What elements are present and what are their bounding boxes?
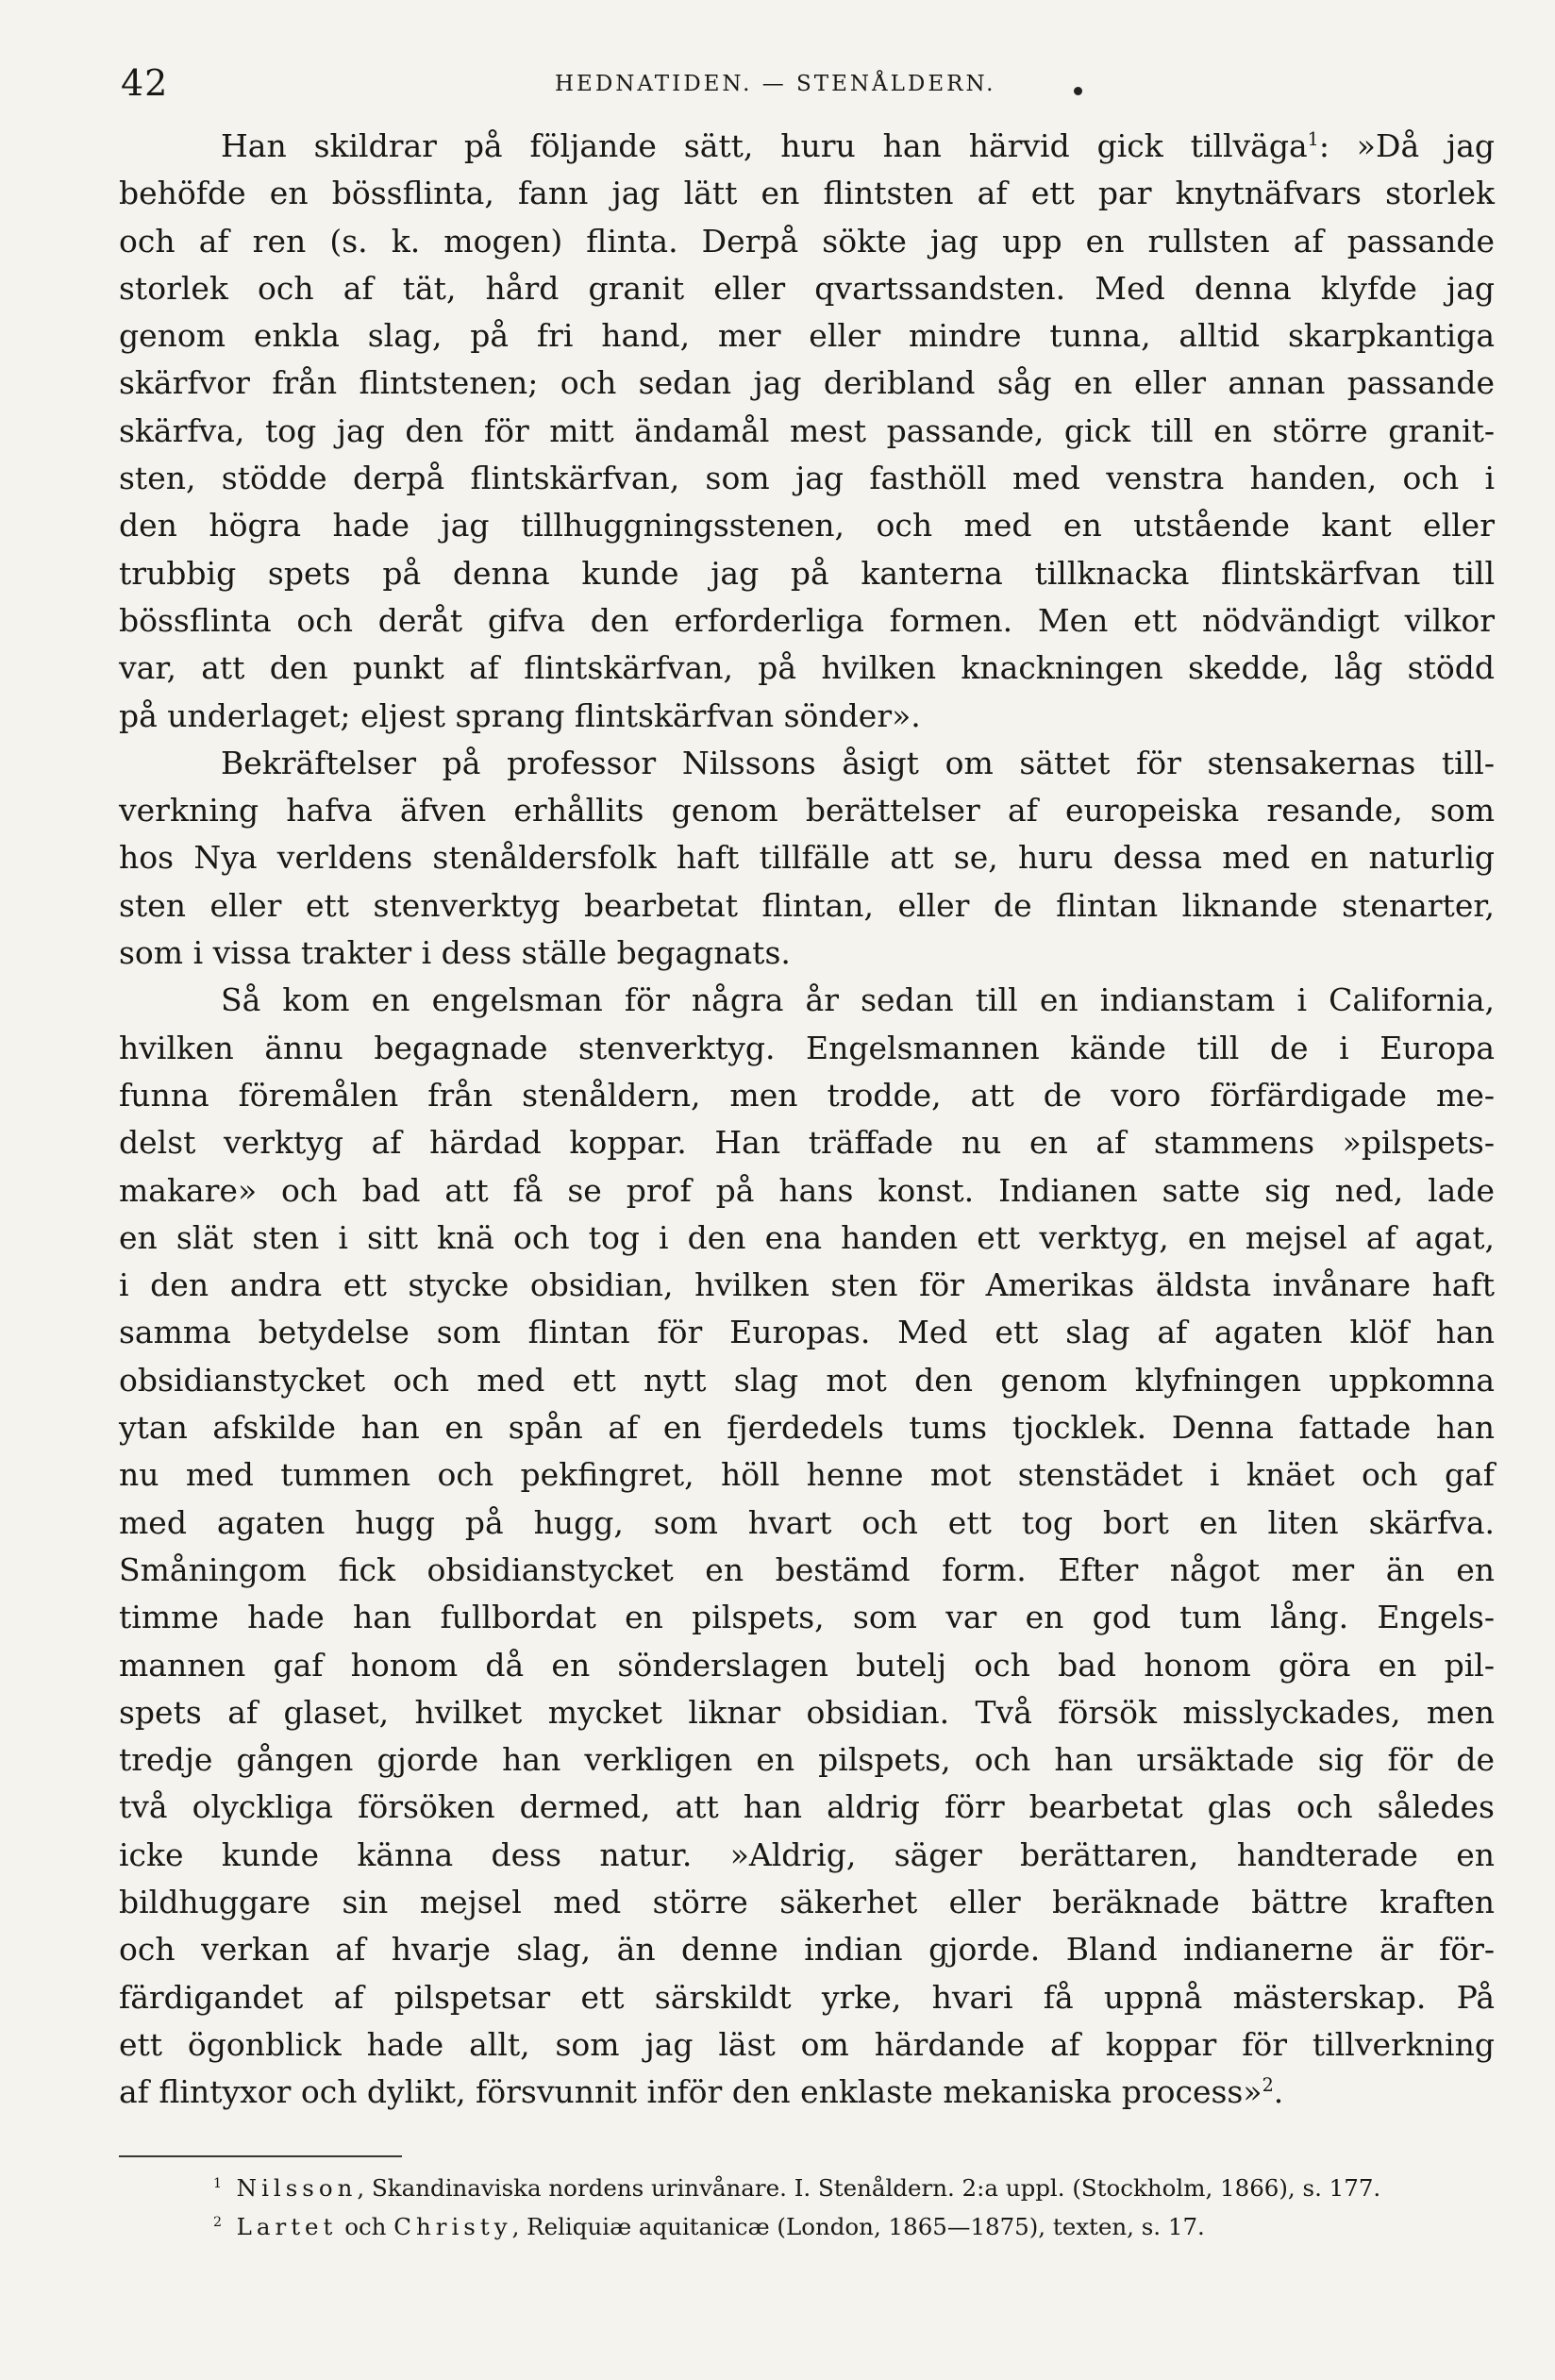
text-line: skärfva, tog jag den för mitt ändamål mest passande, gick till en större granit- <box>119 411 1495 449</box>
footnote-ref-2[interactable]: 2 <box>1262 2074 1274 2097</box>
text-line: mannen gaf honom då en sönderslagen butelj och bad honom göra en pil- <box>119 1646 1495 1684</box>
footnote-mark: 2 <box>213 2215 223 2231</box>
footnote-author: Lartet <box>236 2213 338 2240</box>
text-line: och af ren (s. k. mogen) flinta. Derpå sökte jag upp en rullsten af passande <box>119 222 1495 260</box>
running-head: HEDNATIDEN. — STENÅLDERN. <box>555 72 996 96</box>
text-line: med agaten hugg på hugg, som hvart och ett tog bort en liten skärfva. <box>119 1503 1495 1541</box>
text-line: var, att den punkt af flintskärfvan, på hvilken knackningen skedde, låg stödd <box>119 649 1495 687</box>
footnotes <box>119 2169 1495 2246</box>
page-header <box>121 62 1494 109</box>
footnote-text: , Skandinaviska nordens urinvånare. I. Stenåldern. 2:a uppl. (Stockholm, 1866), s. 177. <box>357 2174 1381 2202</box>
text-line: sten, stödde derpå flintskärfvan, som jag fasthöll med venstra handen, och i <box>119 460 1495 497</box>
footnote-2 <box>119 2207 1495 2246</box>
footnote-mark: 1 <box>213 2176 223 2192</box>
text-line: funna föremålen från stenåldern, men trodde, att de voro förfärdigade me- <box>119 1076 1495 1114</box>
text-line: på underlaget; eljest sprang flintskärfvan sönder». <box>119 696 921 734</box>
text-line: Så kom en engelsman för några år sedan till en indianstam i California, <box>221 981 1495 1019</box>
text-line: icke kunde känna dess natur. »Aldrig, säger berättaren, handterade en <box>119 1835 1495 1873</box>
text-line: ett ögonblick hade allt, som jag läst om härdande af koppar för tillverkning <box>119 2025 1495 2063</box>
footnote-text: , Reliquiæ aquitanicæ (London, 1865—1875), texten, s. 17. <box>511 2213 1205 2240</box>
text-line: bössflinta och deråt gifva den erforderliga formen. Men ett nödvändigt vilkor <box>119 601 1495 639</box>
text-line: Småningom fick obsidianstycket en bestämd form. Efter något mer än en <box>119 1550 1495 1588</box>
text-line: nu med tummen och pekfingret, höll henne mot stenstädet i knäet och gaf <box>119 1456 1495 1494</box>
text-line: tredje gången gjorde han verkligen en pilspets, och han ursäktade sig för de <box>119 1741 1495 1779</box>
text-line: hvilken ännu begagnade stenverktyg. Engelsmannen kände till de i Europa <box>119 1029 1495 1066</box>
text-line: två olyckliga försöken dermed, att han aldrig förr bearbetat glas och således <box>119 1788 1495 1826</box>
footnote-1 <box>119 2169 1495 2207</box>
text-line: samma betydelse som flintan för Europas. Med ett slag af agaten klöf han <box>119 1314 1495 1351</box>
footnote-author: Nilsson <box>236 2174 358 2202</box>
ink-spot <box>1074 87 1082 95</box>
text-line: skärfvor från flintstenen; och sedan jag deribland såg en eller annan passande <box>119 364 1495 402</box>
text-line: den högra hade jag tillhuggningsstenen, och med en utstående kant eller <box>119 507 1495 545</box>
body-text <box>119 123 1495 2116</box>
text-line: färdigandet af pilspetsar ett särskildt yrke, hvari få uppnå mästerskap. På <box>119 1978 1495 2016</box>
text-line: som i vissa trakter i dess ställe begagnats. <box>119 934 791 972</box>
text-line: verkning hafva äfven erhållits genom berättelser af europeiska resande, som <box>119 792 1495 830</box>
text-line: hos Nya verldens stenåldersfolk haft tillfälle att se, huru dessa med en naturlig <box>119 839 1495 877</box>
text-line: ytan afskilde han en spån af en fjerdedels tums tjocklek. Denna fattade han <box>119 1409 1495 1447</box>
text-line: timme hade han fullbordat en pilspets, som var en god tum lång. Engels- <box>119 1599 1495 1636</box>
text-line: sten eller ett stenverktyg bearbetat flintan, eller de flintan liknande stenarter, <box>119 886 1495 924</box>
text-line-1: Han skildrar på följande sätt, huru han härvid gick tillväga$^1$: »Då jag <box>221 127 1496 164</box>
text-line: Bekräftelser på professor Nilssons åsigt om sättet för stensakernas till- <box>221 744 1495 781</box>
text-line: genom enkla slag, på fri hand, mer eller mindre tunna, alltid skarpkantiga <box>119 317 1495 355</box>
footnote-connector: och <box>337 2213 394 2240</box>
text-line: makare» och bad att få se prof på hans konst. Indianen satte sig ned, lade <box>119 1171 1495 1209</box>
text-line: delst verktyg af härdad koppar. Han träffade nu en af stammens »pilspets- <box>119 1124 1495 1162</box>
footnote-ref-1[interactable]: 1 <box>1307 128 1319 151</box>
text-line: en slät sten i sitt knä och tog i den ena handen ett verktyg, en mejsel af agat, <box>119 1218 1495 1256</box>
footnote-author: Christy <box>393 2213 512 2240</box>
text-line: spets af glaset, hvilket mycket liknar obsidian. Två försök misslyckades, men <box>119 1693 1495 1731</box>
text-line: trubbig spets på denna kunde jag på kanterna tillknacka flintskärfvan till <box>119 554 1495 592</box>
text-line: behöfde en bössflinta, fann jag lätt en flintsten af ett par knytnäfvars storlek <box>119 175 1495 212</box>
text-line: obsidianstycket och med ett nytt slag mot den genom klyfningen uppkomna <box>119 1361 1495 1399</box>
text-line: bildhuggare sin mejsel med större säkerhet eller beräknade bättre kraften <box>119 1883 1495 1920</box>
text-line: i den andra ett stycke obsidian, hvilken sten för Amerikas äldsta invånare haft <box>119 1266 1495 1304</box>
text-line: storlek och af tät, hård granit eller qvartssandsten. Med denna klyfde jag <box>119 269 1495 307</box>
text-line: och verkan af hvarje slag, än denne indian gjorde. Bland indianerne är för- <box>119 1931 1495 1969</box>
text-line-last: af flintyxor och dylikt, försvunnit inför den enklaste mekaniska process»$^2$. <box>119 2073 1284 2111</box>
page-number: 42 <box>121 62 169 104</box>
footnote-rule <box>119 2155 402 2157</box>
